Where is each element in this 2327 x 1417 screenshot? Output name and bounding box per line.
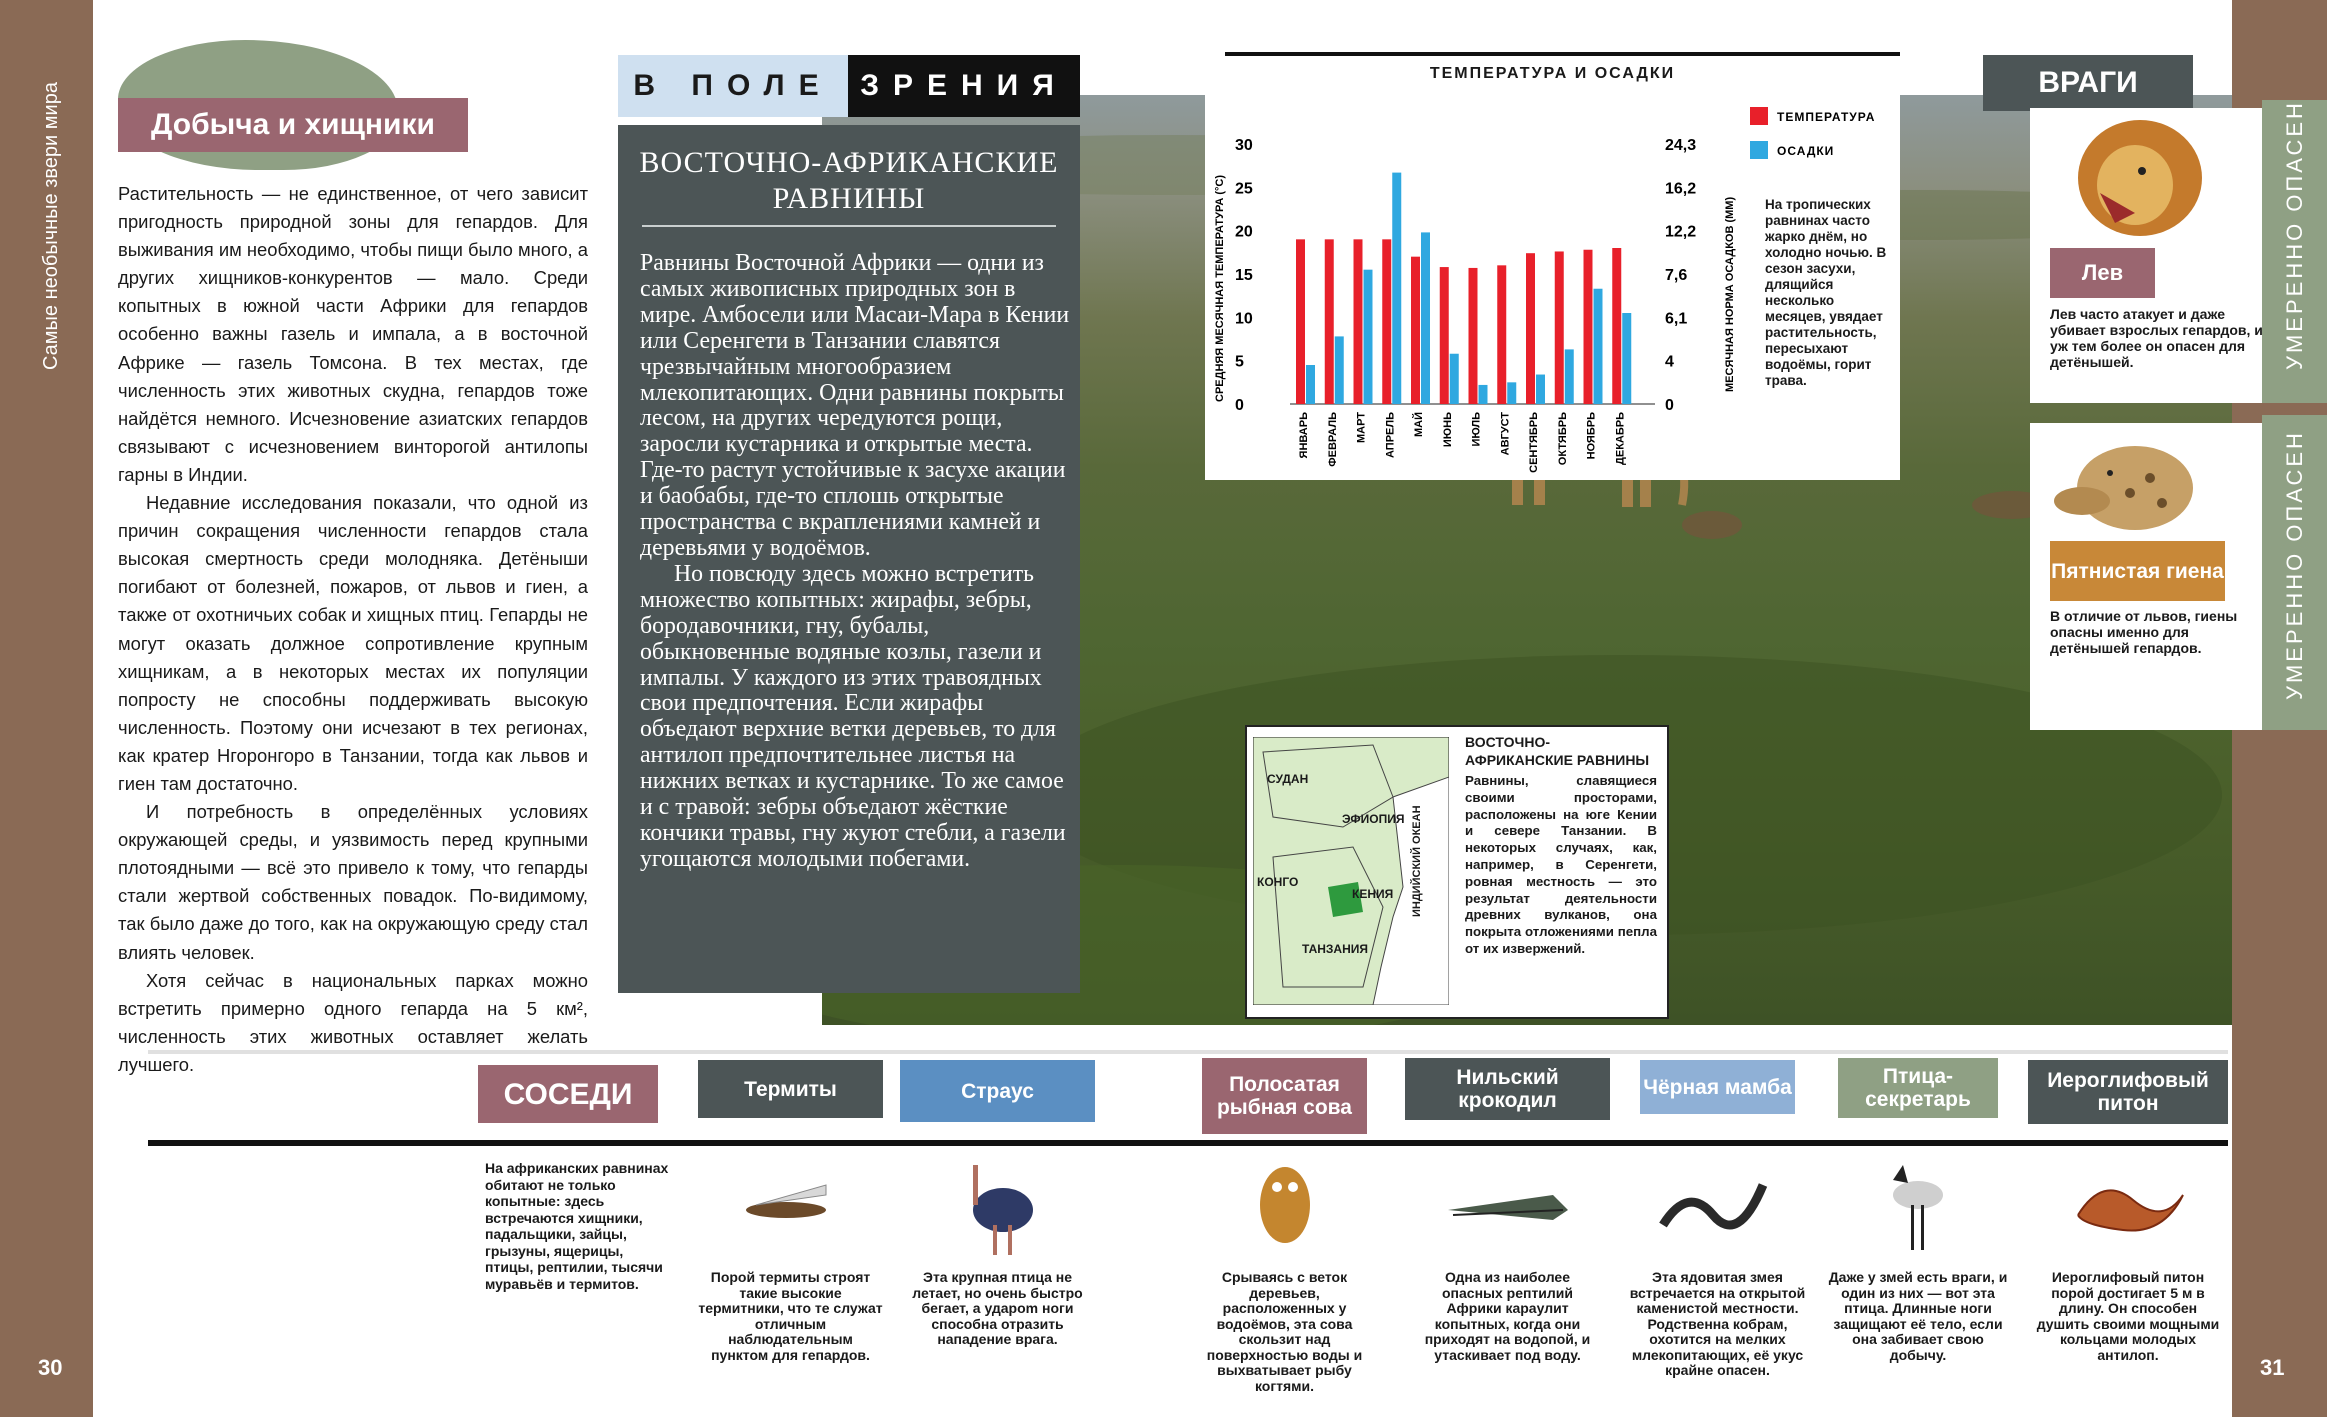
article-paragraph: Растительность — не единственное, от чего зависит пригодность природной зоны для гепардов. Для выживания им необходимо, чтобы пищи было много, а других хищников-конкурентов — мало. Среди копытных в южной части Африки для гепардов особенно важны газель и импала, а в восточной Африке — газель Томсона. В тех местах, где численность этих животных скудна, гепардов тоже найдётся немного. Исчезновение азиатских гепардов связывают с исчезновением винторогой антилопы гарны в Индии. [118, 183, 588, 485]
panel-title: ВОСТОЧНО-АФРИКАНСКИЕ РАВНИНЫ [639, 146, 1059, 215]
bar-temperature [1555, 251, 1564, 404]
neighbor-label: Иероглифовый питон [2028, 1060, 2228, 1124]
y-right-tick-label: 24,3 [1665, 137, 1697, 154]
bar-temperature [1325, 239, 1334, 404]
bar-precipitation [1594, 289, 1603, 404]
neighbors-top-rule [148, 1050, 2228, 1054]
x-tick-label: НОЯБРЬ [1585, 412, 1598, 460]
neighbor-label: Полосатая рыбная сова [1202, 1058, 1367, 1134]
bar-temperature [1584, 250, 1593, 404]
termite-icon [726, 1155, 856, 1255]
python-icon [2063, 1155, 2193, 1255]
y-right-tick-label: 16,2 [1665, 180, 1697, 198]
chart-note: На тропических равнинах часто жарко днём, но холодно ночью. В сезон засухи, длящийся несколько месяцев, увядает растительность, пересыхают водоёмы, горит трава. [1765, 197, 1887, 388]
enemy-card-hyena [2030, 423, 2262, 730]
panel-text [640, 251, 1070, 873]
x-tick-label: ИЮНЬ [1441, 412, 1454, 448]
main-article-text [118, 180, 588, 1079]
page-number-right: 31 [2260, 1355, 2285, 1380]
bar-precipitation [1565, 349, 1574, 404]
article-paragraph: Недавние исследования показали, что одной из причин сокращения численности гепардов стала высокая смертность среди молодняка. Детёныши погибают от болезней, пожаров, от львов и гиен, а также от охотничьих собак и хищных птиц. Гепарды не могут оказать должное сопротивление крупным хищникам, а в некоторых местах их популяции попросту не способны поддерживать высокую численность. Поэтому они исчезают в тех регионах, как кратер Нгоронгоро в Танзании, тогда как львов и гиен там достаточно. [118, 492, 588, 794]
neighbor-label: Термиты [698, 1060, 883, 1118]
neighbors-rule [148, 1140, 2228, 1146]
bar-precipitation [1622, 313, 1631, 404]
y-tick-label: 15 [1235, 267, 1253, 284]
neighbor-description: Эта крупная птица не летает, но очень быстро бегает, а удароm ноги способна отразить нападение врага. [912, 1269, 1083, 1347]
neighbor-description: Одна из наиболее опасных рептилий Африки караулит копытных, когда они приходят на водопой, и утаскивает под воду. [1424, 1269, 1591, 1363]
secretary-bird-icon [1853, 1155, 1983, 1255]
neighbor-description: Иероглифовый питон порой достигает 5 м в длину. Он способен душить своими мощными кольцами молодых антилоп. [2036, 1269, 2220, 1363]
x-tick-label: ОКТЯБРЬ [1556, 412, 1569, 466]
bar-temperature [1612, 248, 1621, 404]
series-caption: Самые необычные звери мира [40, 82, 62, 370]
neighbor-description: Эта ядовитая змея встречается на открытой каменистой местности. Родственна кобрам, охотится на мелких млекопитающих, её укус крайне опасен. [1629, 1269, 1806, 1378]
bar-temperature [1497, 265, 1506, 404]
y-tick-label: 30 [1235, 137, 1253, 154]
map-label-tanzania: ТАНЗАНИЯ [1302, 942, 1369, 956]
neighbor-description: Порой термиты строят такие высокие термитники, что те служат отличным наблюдательным пунктом для гепардов. [698, 1269, 883, 1363]
climate-chart [1205, 52, 1900, 480]
bar-temperature [1354, 239, 1363, 404]
neighbor-label: Чёрная мамба [1640, 1060, 1795, 1114]
crocodile-icon [1443, 1155, 1573, 1255]
y-tick-label: 10 [1235, 310, 1253, 328]
bar-temperature [1469, 268, 1478, 404]
lion-icon [2060, 113, 2210, 248]
x-tick-label: СЕНТЯБРЬ [1528, 412, 1540, 473]
map-title: ВОСТОЧНО-АФРИКАНСКИЕ РАВНИНЫ [1465, 734, 1650, 768]
enemy-card-lion [2030, 108, 2262, 403]
enemy-name-lion: Лев [2050, 248, 2155, 298]
neighbors-title: СОСЕДИ [478, 1065, 658, 1123]
x-tick-label: ФЕВРАЛЬ [1326, 412, 1339, 467]
x-tick-label: ИЮЛЬ [1470, 412, 1483, 447]
bar-precipitation [1364, 270, 1373, 404]
map-label-congo: КОНГО [1257, 875, 1299, 889]
x-tick-label: ЯНВАРЬ [1298, 412, 1310, 459]
bar-precipitation [1450, 354, 1459, 404]
neighbor-description: Даже у змей есть враги, и один из них — вот эта птица. Длинные ноги защищают её тело, если она забивает свою добычу. [1828, 1269, 2008, 1363]
y-right-tick-label: 7,6 [1665, 267, 1688, 284]
hyena-icon [2050, 433, 2200, 543]
x-tick-label: АВГУСТ [1499, 412, 1512, 456]
danger-strip-lion [2262, 100, 2327, 403]
neighbor-label: Нильский крокодил [1405, 1058, 1610, 1120]
map-label-sudan: СУДАН [1267, 772, 1309, 786]
panel-paragraph: Равнины Восточной Африки — одни из самых живописных природных зон в мире. Амбосели или Масаи-Мара в Кении или Серенгети в Танзании славятся чрезвычайным многообразием млекопитающих. Одни равнины покрыты лесом, на других чередуются рощи, заросли кустарника и открытые места. Где-то растут устойчивые к засухе акации и баобабы, где-то сплошь открытые пространства с вкраплениями камней и деревьями у водоёмов. [640, 250, 1070, 561]
y-tick-label: 25 [1235, 180, 1253, 198]
legend-label: ОСАДКИ [1777, 144, 1835, 158]
y-right-tick-label: 12,2 [1665, 223, 1697, 241]
bar-precipitation [1335, 336, 1344, 404]
legend-label: ТЕМПЕРАТУРА [1777, 110, 1876, 124]
left-page-bar [0, 0, 93, 1417]
article-paragraph: Хотя сейчас в национальных парках можно встретить примерно одного гепарда на 5 км², численность этих животных оставляет желать лучшего. [118, 969, 588, 1075]
mamba-icon [1653, 1155, 1783, 1255]
in-view-word-2: ЗРЕНИЯ [848, 55, 1080, 117]
bar-precipitation [1479, 385, 1488, 404]
y-tick-label: 5 [1235, 353, 1244, 371]
east-africa-panel [618, 125, 1080, 993]
map-label-ethiopia: ЭФИОПИЯ [1342, 812, 1405, 826]
y-tick-label: 0 [1235, 397, 1244, 414]
y-axis-label: СРЕДНЯЯ МЕСЯЧНАЯ ТЕМПЕРАТУРА (°С) [1214, 174, 1226, 402]
owl-icon [1220, 1155, 1350, 1255]
neighbors-intro: На африканских равнинах обитают не только копытные: здесь встречаются хищники, падальщики, зайцы, грызуны, ящерицы, птицы, рептилии, тысячи муравьёв и термитов. [485, 1160, 669, 1292]
map-label-ocean [1411, 877, 1423, 917]
x-tick-label: МАЙ [1413, 412, 1425, 438]
neighbor-label: Птица-секретарь [1838, 1058, 1998, 1118]
x-tick-label: АПРЕЛЬ [1384, 412, 1397, 459]
bar-precipitation [1536, 375, 1545, 404]
in-view-word-1: В ПОЛЕ [618, 55, 848, 117]
neighbor-label: Страус [900, 1060, 1095, 1122]
y-right-tick-label: 4 [1665, 353, 1674, 371]
y-axis-label-right: МЕСЯЧНАЯ НОРМА ОСАДКОВ (ММ) [1724, 196, 1736, 392]
article-paragraph: И потребность в определённых условиях окружающей среды, и уязвимость перед крупными плотоядными — всё это привело к тому, что гепарды стали жертвой собственных повадок. По-видимому, так было даже до того, как на окружающую среду стал влиять человек. [118, 801, 588, 963]
enemies-title: ВРАГИ [1983, 55, 2193, 111]
section-title-prey-predators: Добыча и хищники [118, 98, 468, 152]
y-right-tick-label: 6,1 [1665, 310, 1688, 328]
x-tick-label: МАРТ [1355, 412, 1368, 444]
y-right-tick-label: 0 [1665, 397, 1674, 414]
bar-temperature [1382, 239, 1391, 404]
map-text: Равнины, славящиеся своими просторами, расположены на юге Кении и севере Танзании. В некоторых случаях, как, например, в Серенгети, ровная местность — это результат деятельности древних вулканов, она покрыта отложениями пепла от их извержений. [1465, 773, 1657, 956]
page-number-left: 30 [38, 1355, 63, 1380]
enemy-desc-hyena: В отличие от львов, гиены опасны именно для детёнышей гепардов. [2050, 608, 2238, 656]
x-tick-label: ДЕКАБРЬ [1614, 412, 1627, 465]
bar-precipitation [1421, 232, 1430, 404]
bar-precipitation [1507, 382, 1516, 404]
chart-title: ТЕМПЕРАТУРА И ОСАДКИ [1429, 65, 1676, 82]
danger-level-lion: УМЕРЕННО ОПАСЕН [2282, 100, 2307, 370]
bar-temperature [1526, 253, 1535, 404]
neighbor-description: Срываясь с веток деревьев, расположенных у водоёмов, эта сова скользит над поверхностью воды и выхватывает рыбу когтями. [1206, 1269, 1363, 1394]
bar-precipitation [1392, 173, 1401, 404]
legend-swatch [1750, 141, 1768, 159]
bar-precipitation [1306, 365, 1315, 404]
map-inset [1245, 725, 1669, 1019]
bar-temperature [1440, 267, 1449, 404]
enemy-name-hyena: Пятнистая гиена [2050, 541, 2225, 601]
danger-level-hyena: УМЕРЕННО ОПАСЕН [2282, 430, 2307, 700]
panel-paragraph: Но повсюду здесь можно встретить множество копытных: жирафы, зебры, бородавочники, гну, бубалы, обыкновенные водяные козлы, газели и импалы. У каждого из этих травоядных свои предпочтения. Если жирафы объедают верхние ветки деревьев, то для антилоп предпочтительнее листья на нижних ветках и кустарнике. То же самое и с травой: зебры объедают жёсткие кончики травы, гну жуют стебли, а газели угощаются молодыми побегами. [640, 560, 1066, 872]
ostrich-icon [933, 1155, 1063, 1255]
panel-divider [642, 225, 1056, 227]
map-label-kenya: КЕНИЯ [1352, 887, 1394, 901]
enemy-desc-lion: Лев часто атакует и даже убивает взрослых гепардов, и уж тем более он опасен для детёнышей. [2050, 306, 2263, 370]
danger-strip-hyena [2262, 415, 2327, 730]
legend-swatch [1750, 107, 1768, 125]
in-view-header [618, 55, 1080, 117]
bar-temperature [1296, 239, 1305, 404]
bar-temperature [1411, 257, 1420, 404]
y-tick-label: 20 [1235, 223, 1253, 241]
